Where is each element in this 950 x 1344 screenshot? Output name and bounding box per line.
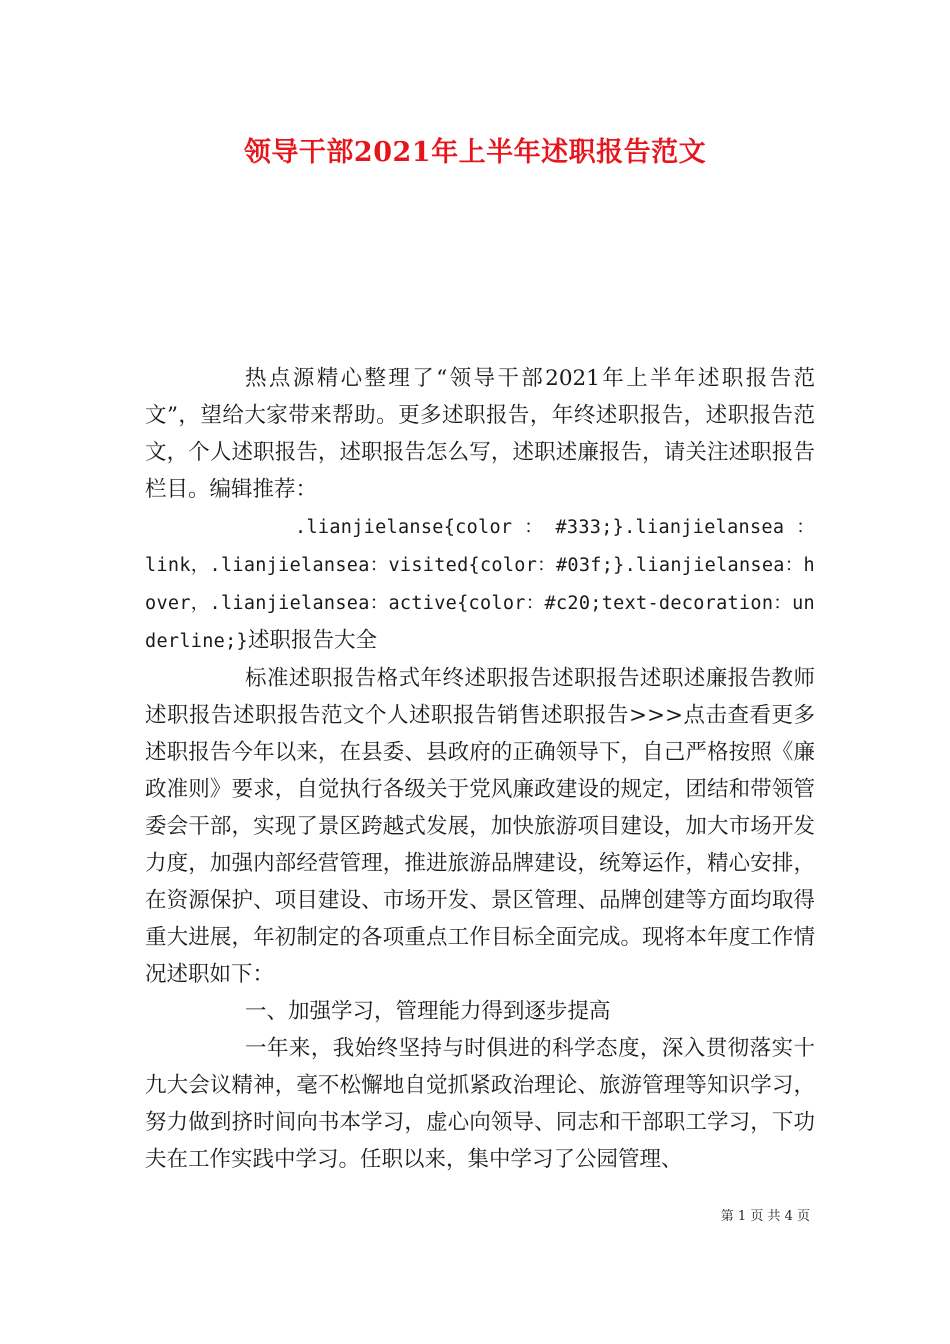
css-code-paragraph — [145, 508, 815, 660]
page-footer: 第 1 页 共 4 页 — [720, 1209, 810, 1224]
intro-paragraph: 热点源精心整理了“领导干部2021年上半年述职报告范文”，望给大家带来帮助。更多述职报告，年终述职报告，述职报告范文，个人述职报告，述职报告怎么写，述职述廉报告，请关注述职报告栏目。编辑推荐： — [145, 366, 815, 502]
css-code-suffix: 述职报告大全 — [247, 628, 377, 653]
section-heading: 一、加强学习，管理能力得到逐步提高 — [245, 999, 611, 1024]
css-code-text: .lianjielanse{color ： #333;}.lianjielansea ：link，.lianjielansea：visited{color：#03f;}.lianjielansea：hover，.lianjielansea：active{color：#c20;text-decoration：underline;} — [145, 517, 815, 652]
document-body — [145, 360, 815, 1178]
document-title: 领导干部2021年上半年述职报告范文 — [243, 137, 707, 168]
study-paragraph: 一年来，我始终坚持与时俱进的科学态度，深入贯彻落实十九大会议精神，毫不松懈地自觉抓紧政治理论、旅游管理等知识学习，努力做到挤时间向书本学习，虚心向领导、同志和干部职工学习，下功夫在工作实践中学习。任职以来，集中学习了公园管理、 — [145, 1036, 815, 1172]
links-paragraph: 标准述职报告格式年终述职报告述职报告述职述廉报告教师述职报告述职报告范文个人述职报告销售述职报告>>>点击查看更多述职报告今年以来，在县委、县政府的正确领导下，自己严格按照《廉政准则》要求，自觉执行各级关于党风廉政建设的规定，团结和带领管委会干部，实现了景区跨越式发展，加快旅游项目建设，加大市场开发力度，加强内部经营管理，推进旅游品牌建设，统筹运作，精心安排，在资源保护、项目建设、市场开发、景区管理、品牌创建等方面均取得重大进展，年初制定的各项重点工作目标全面完成。现将本年度工作情况述职如下： — [145, 666, 816, 987]
